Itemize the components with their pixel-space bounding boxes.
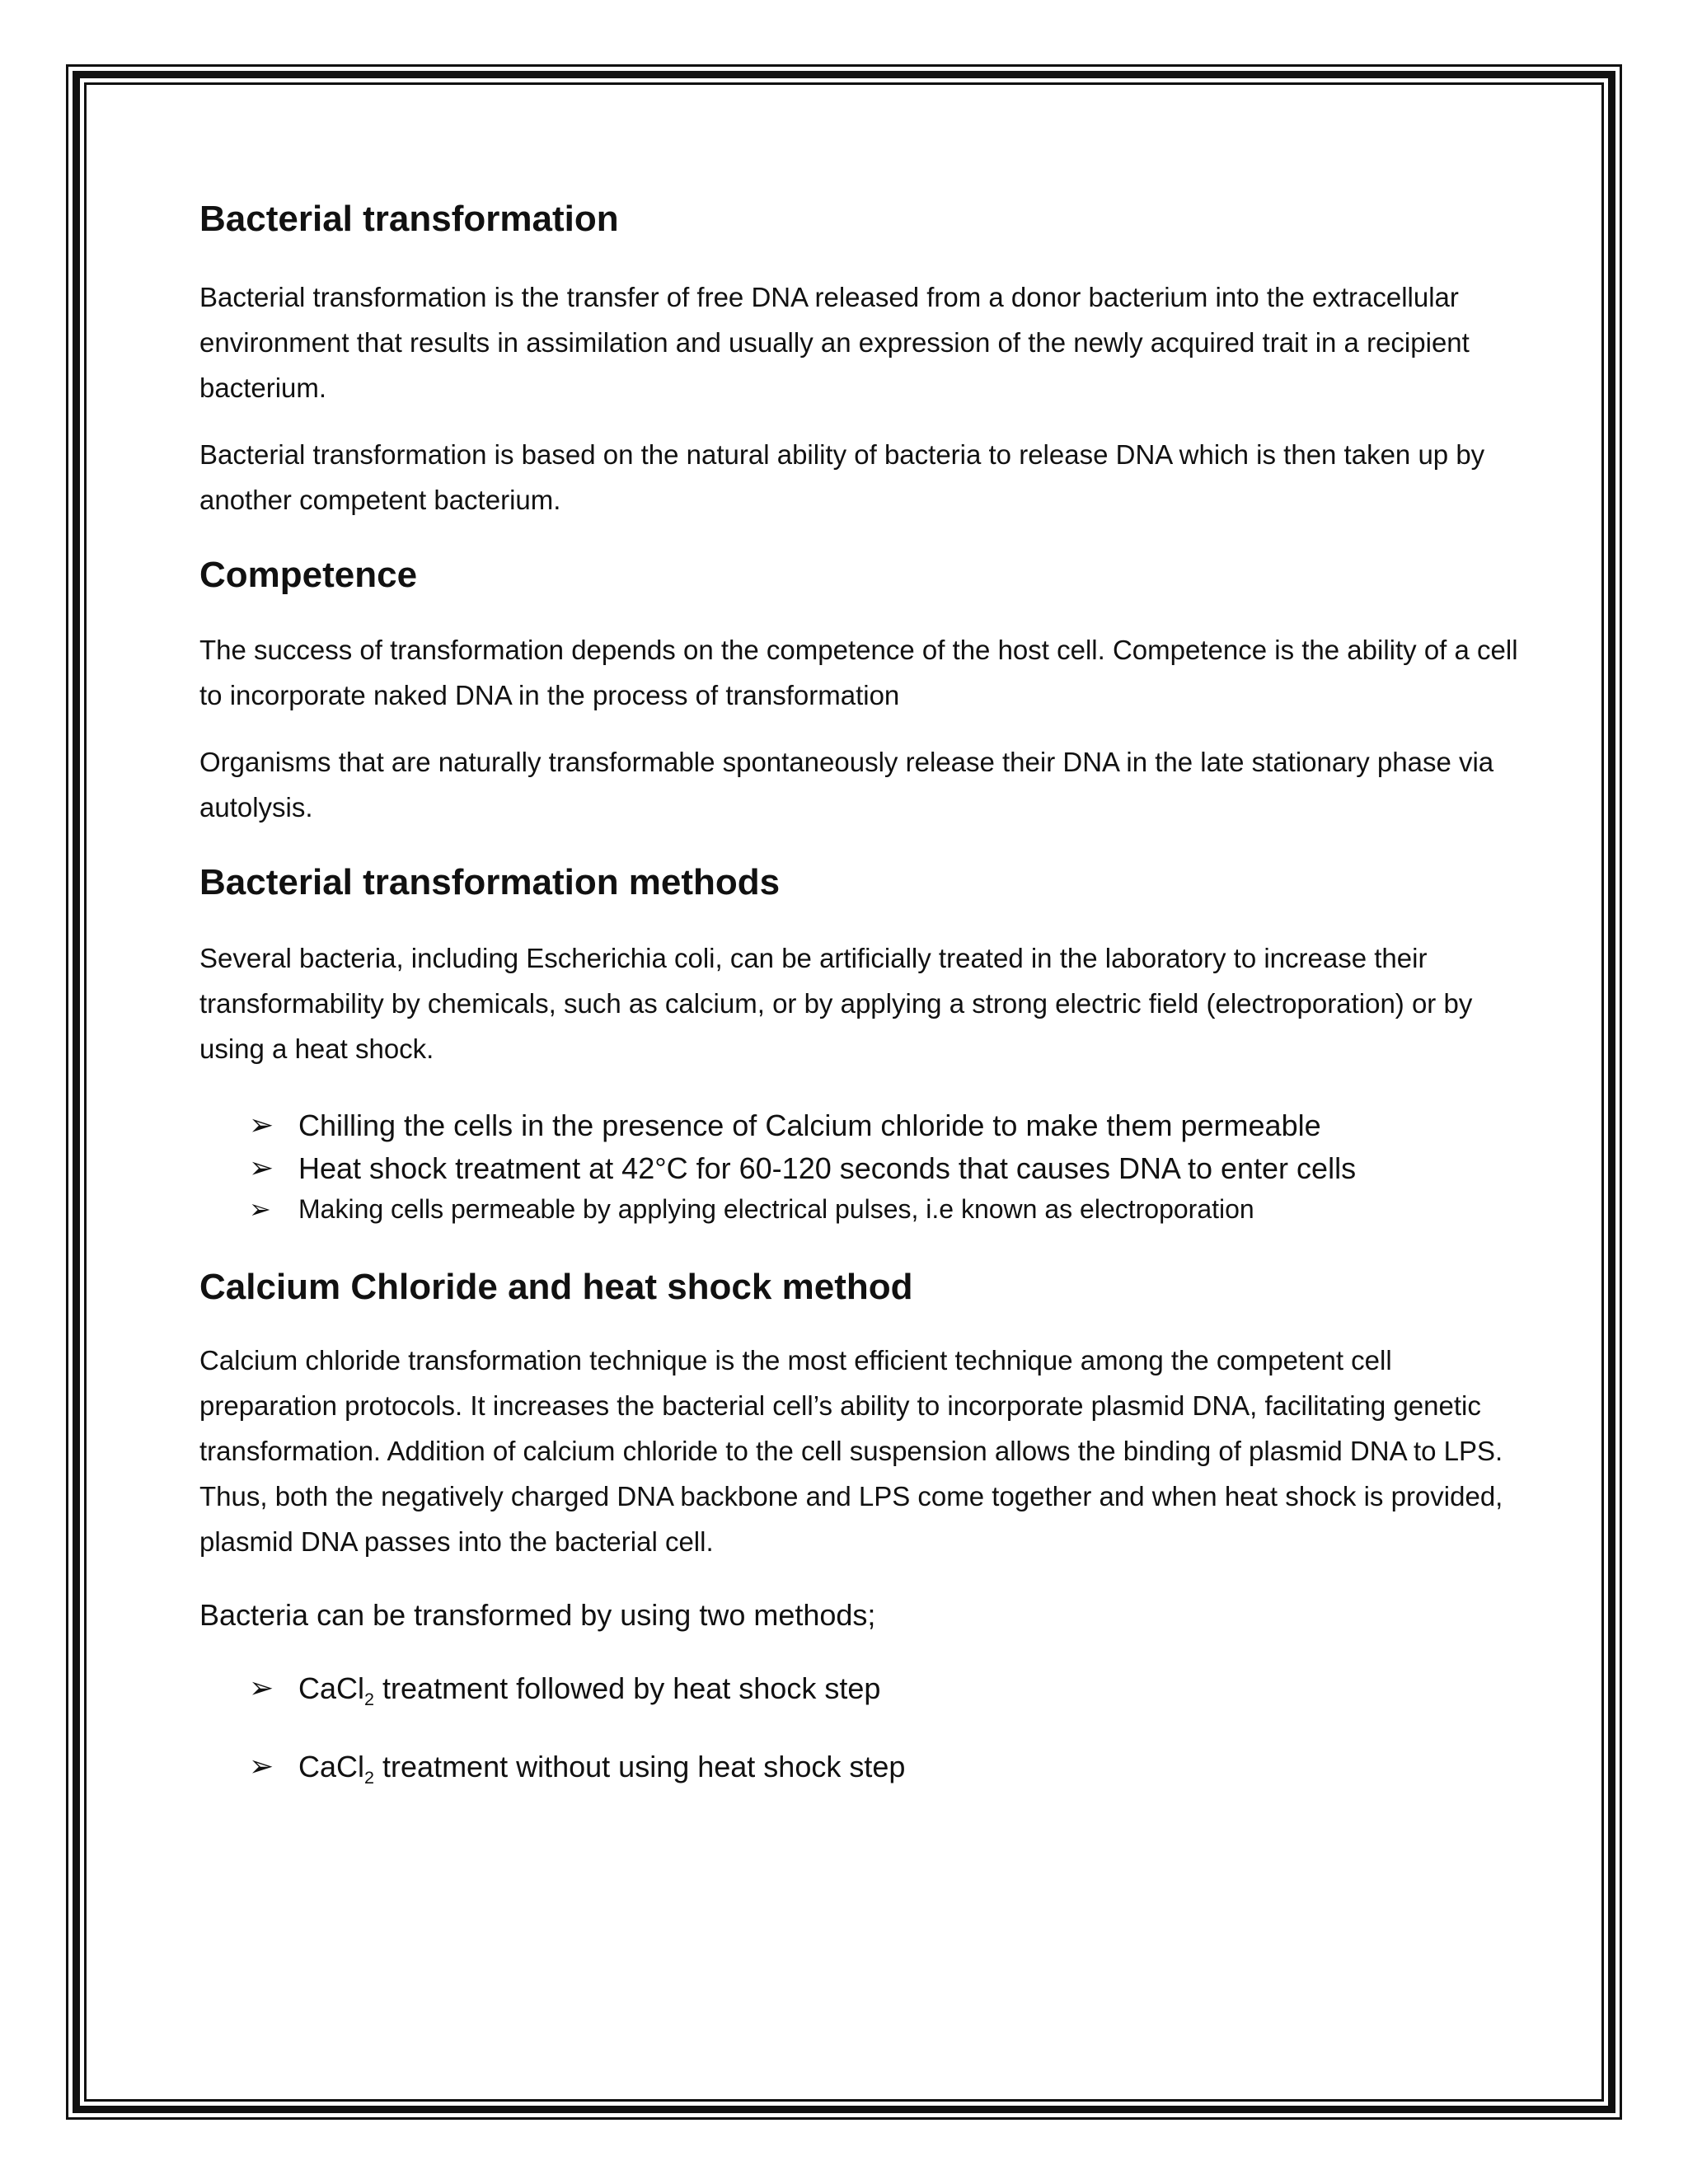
paragraph-methods-intro: Several bacteria, including Escherichia coli, can be artificially treated in the laboratory to increase their transformability by chemicals, such as calcium, or by applying a strong electric field (electroporation) or by using a heat shock. (199, 943, 1473, 1065)
paragraph-transformation-basis: Bacterial transformation is based on the natural ability of bacteria to release DNA which is then taken up by another competent bacterium. (199, 438, 1485, 515)
arrow-bullet-icon: ➢ (249, 1151, 274, 1186)
list-item-text: CaCl$_2$ treatment followed by heat shock step (298, 1671, 881, 1710)
list-item (249, 1746, 1518, 1799)
section-heading-bacterial-transformation: Bacterial transformation (199, 199, 619, 239)
arrow-bullet-icon: ➢ (249, 1750, 274, 1784)
list-item (249, 1147, 1518, 1190)
list-item (249, 1104, 1518, 1147)
list-item-text: Heat shock treatment at 42°C for 60-120 seconds that causes DNA to enter cells (298, 1151, 1357, 1186)
list-item-text: Making cells permeable by applying electrical pulses, i.e known as electroporation (298, 1194, 1254, 1225)
paragraph-competence-definition: The success of transformation depends on the competence of the host cell. Competence is the ability of a cell to incorporate naked DNA in the process of transformation (199, 634, 1518, 710)
paragraph-calcium-chloride-technique: Calcium chloride transformation technique is the most efficient technique among the competent cell preparation protocols. It increases the bacterial cell’s ability to incorporate plasmid DNA, facilitating genetic transformation. Addition of calcium chloride to the cell suspension allows the binding of plasmid DNA to LPS. Thus, both the negatively charged DNA backbone and LPS come together and when heat shock is provided, plasmid DNA passes into the bacterial cell. (199, 1345, 1503, 1558)
list-item (249, 1667, 1518, 1721)
methods-bullet-list (199, 1104, 1518, 1228)
list-item-text: CaCl$_2$ treatment without using heat shock step (298, 1750, 906, 1788)
document-content (199, 198, 1518, 1800)
list-item (249, 1190, 1518, 1228)
list-item-text: Chilling the cells in the presence of Calcium chloride to make them permeable (298, 1108, 1321, 1143)
arrow-bullet-icon: ➢ (249, 1193, 271, 1226)
paragraph-natural-transformation: Organisms that are naturally transformable spontaneously release their DNA in the late stationary phase via autolysis. (199, 746, 1494, 823)
arrow-bullet-icon: ➢ (249, 1108, 274, 1143)
paragraph-transformation-definition: Bacterial transformation is the transfer of free DNA released from a donor bacterium into the extracellular environment that results in assimilation and usually an expression of the newly acquired trait in a recipient bacterium. (199, 281, 1470, 403)
arrow-bullet-icon: ➢ (249, 1671, 274, 1706)
calcium-methods-bullet-list (199, 1667, 1518, 1799)
section-heading-transformation-methods: Bacterial transformation methods (199, 861, 781, 902)
section-heading-calcium-chloride-method: Calcium Chloride and heat shock method (199, 1267, 913, 1308)
section-heading-competence: Competence (199, 554, 418, 595)
paragraph-two-methods-intro: Bacteria can be transformed by using two methods; (199, 1598, 876, 1633)
